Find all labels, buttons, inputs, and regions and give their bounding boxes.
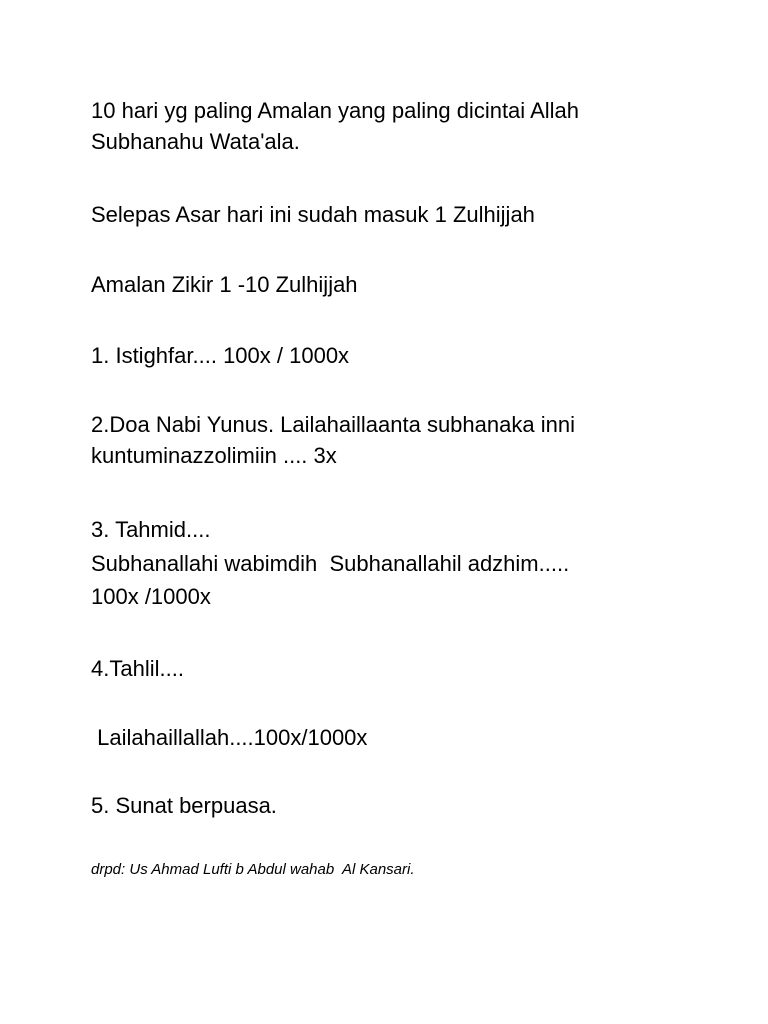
intro-line-1: 10 hari yg paling Amalan yang paling dicintai Allah <box>91 98 579 123</box>
item-4-line-1: 4.Tahlil.... <box>91 656 184 681</box>
item-2-line-2: kuntuminazzolimiin .... 3x <box>91 443 337 468</box>
section-heading: Amalan Zikir 1 -10 Zulhijjah <box>91 272 358 297</box>
credit-line: drpd: Us Ahmad Lufti b Abdul wahab Al Kansari. <box>91 861 415 878</box>
after-asar-line: Selepas Asar hari ini sudah masuk 1 Zulhijjah <box>91 202 535 227</box>
item-1-line-1: 1. Istighfar.... 100x / 1000x <box>91 343 350 368</box>
item-2-line-1: 2.Doa Nabi Yunus. Lailahaillaanta subhanaka inni <box>91 412 575 437</box>
item-6-line-1: 5. Sunat berpuasa. <box>91 793 277 818</box>
intro-line-2: Subhanahu Wata'ala. <box>91 129 300 154</box>
item-5-line-1: Lailahaillallah....100x/1000x <box>91 725 368 750</box>
item-3-line-3: 100x /1000x <box>91 584 211 609</box>
item-3-line-2: Subhanallahi wabimdih Subhanallahil adzhim..... <box>91 551 570 576</box>
item-3-line-1: 3. Tahmid.... <box>91 517 211 542</box>
